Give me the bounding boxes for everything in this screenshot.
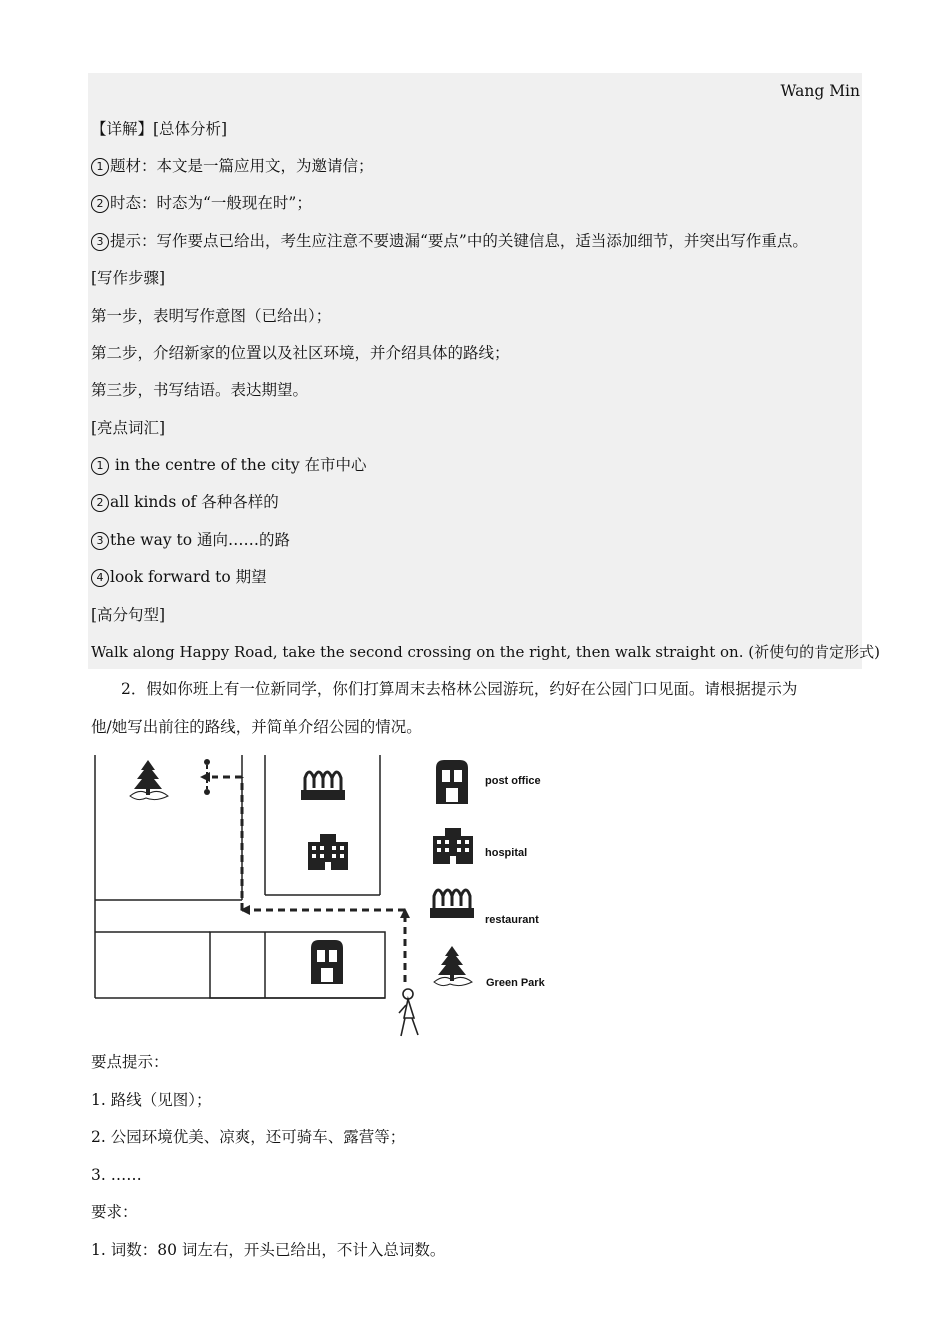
vocab-text: in the centre of the city 在市中心 [110,456,367,474]
requirements-heading: 要求： [91,1203,138,1221]
route-map [90,750,560,1045]
sentence-heading: [高分句型] [91,606,166,624]
legend-park-icon [434,946,472,986]
hospital-icon [308,834,348,870]
park-tree-icon [130,760,168,800]
analysis-point [91,193,312,213]
hint-line: 2. 公园环境优美、凉爽，还可骑车、露营等； [91,1128,406,1146]
legend-label-restaurant: restaurant [485,914,539,926]
step-line: 第三步，书写结语。表达期望。 [91,381,309,399]
vocab-text: all kinds of 各种各样的 [110,493,279,511]
circled-number: 1 [91,158,109,176]
legend-label-hospital: hospital [485,847,528,859]
restaurant-icon [301,772,345,800]
circled-number: 2 [91,494,109,512]
requirement-line: 1. 词数：80 词左右，开头已给出，不计入总词数。 [91,1241,446,1259]
analysis-point-text: 题材：本文是一篇应用文，为邀请信； [110,157,374,175]
circled-number: 3 [91,532,109,550]
vocab-item [91,530,290,550]
vocab-item [91,492,279,512]
step-line: 第二步，介绍新家的位置以及社区环境，并介绍具体的路线； [91,344,510,362]
analysis-point [91,156,374,176]
legend-restaurant-icon [430,890,474,918]
vocab-text: look forward to 期望 [110,568,267,586]
post-office-icon [311,940,343,984]
analysis-point-text: 时态：时态为“一般现在时”； [110,194,312,212]
steps-heading: [写作步骤] [91,269,166,287]
legend-label-post-office: post office [485,775,541,787]
vocab-heading: [亮点词汇] [91,419,166,437]
analysis-point-text: 提示：写作要点已给出，考生应注意不要遗漏“要点”中的关键信息，适当添加细节，并突出写作重点。 [110,232,808,250]
circled-number: 2 [91,195,109,213]
sentence-pattern: Walk along Happy Road, take the second crossing on the right, then walk straight on. (祈使句的肯定形式) [91,643,880,661]
circled-number: 4 [91,569,109,587]
analysis-point [91,231,808,251]
question-text-line2: 他/她写出前往的路线，并简单介绍公园的情况。 [91,718,422,736]
legend-hospital-icon [433,828,473,864]
hints-heading: 要点提示： [91,1053,169,1071]
question-text-line1: 2．假如你班上有一位新同学，你们打算周末去格林公园游玩，约好在公园门口见面。请根据提示为 [121,680,798,698]
circled-number: 1 [91,457,109,475]
vocab-item [91,567,267,587]
vocab-text: the way to 通向……的路 [110,531,290,549]
letter-signature: Wang Min [780,82,860,100]
hint-line: 1. 路线（见图）； [91,1091,212,1109]
step-line: 第一步，表明写作意图（已给出）； [91,307,332,325]
walking-person-icon [399,989,418,1036]
legend-label-green-park: Green Park [486,977,545,989]
analysis-heading: 【详解】[总体分析] [91,120,228,138]
legend-post-office-icon [436,760,468,804]
circled-number: 3 [91,233,109,251]
vocab-item [91,455,367,475]
hint-line: 3. …… [91,1166,142,1184]
